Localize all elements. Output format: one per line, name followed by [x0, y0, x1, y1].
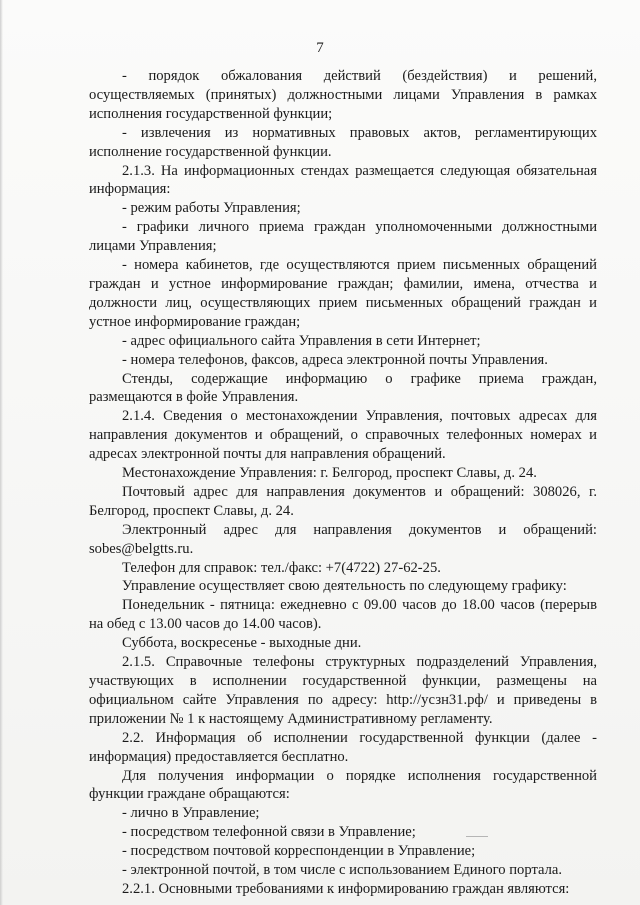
paragraph: Для получения информации о порядке исполнения государственной функции граждане обращаются:: [89, 767, 597, 803]
paragraph: - порядок обжалования действий (бездействия) и решений, осуществляемых (принятых) должностными лицами Управления в рамках исполнения государственной функции;: [89, 68, 597, 122]
paragraph: Понедельник - пятница: ежедневно с 09.00 часов до 18.00 часов (перерыв на обед с 13.00 часов до 14.00 часов).: [89, 597, 597, 633]
paragraph: Управление осуществляет свою деятельность по следующему графику:: [122, 578, 567, 595]
paragraph: Суббота, воскресенье - выходные дни.: [122, 635, 362, 652]
paragraph: - номера кабинетов, где осуществляются прием письменных обращений граждан и устное информирование граждан; фамилии, имена, отчества и должности лиц, осуществляющих прием письменных обращений граждан и устное информирование граждан;: [89, 257, 597, 330]
paragraph: - лично в Управление;: [122, 805, 260, 822]
paragraph: - посредством почтовой корреспонденции в Управление;: [122, 843, 476, 860]
paragraph: 2.1.5. Справочные телефоны структурных подразделений Управления, участвующих в исполнении государственной функции, размещены на официальном сайте Управления по адресу: http://усзн31.рф/ и приведены в приложении № 1 к настоящему Административному регламенту.: [89, 654, 597, 727]
paragraph: 2.1.3. На информационных стендах размещается следующая обязательная информация:: [89, 162, 597, 198]
page-number: 7: [316, 40, 324, 56]
paragraph: 2.2. Информация об исполнении государственной функции (далее - информация) предоставляется бесплатно.: [89, 729, 597, 765]
document-body: [89, 67, 597, 899]
paragraph: - номера телефонов, факсов, адреса электронной почты Управления.: [122, 351, 548, 368]
paragraph: - посредством телефонной связи в Управление;: [122, 824, 416, 841]
paragraph: Стенды, содержащие информацию о графике приема граждан, размещаются в фойе Управления.: [89, 370, 597, 406]
paragraph: - извлечения из нормативных правовых актов, регламентирующих исполнение государственной функции.: [89, 124, 597, 160]
page-edge-shadow: [0, 0, 3, 905]
paragraph: Почтовый адрес для направления документов и обращений: 308026, г. Белгород, проспект Славы, д. 24.: [89, 483, 597, 519]
paragraph: 2.1.4. Сведения о местонахождении Управления, почтовых адресах для направления документов и обращений, о справочных телефонных номерах и адресах электронной почты для направления обращений.: [89, 408, 597, 463]
paragraph: - графики личного приема граждан уполномоченными должностными лицами Управления;: [89, 219, 597, 255]
paragraph: Телефон для справок: тел./факс: +7(4722) 27-62-25.: [122, 559, 441, 576]
paragraph: - режим работы Управления;: [122, 200, 301, 217]
paragraph: 2.2.1. Основными требованиями к информированию граждан являются:: [122, 880, 570, 897]
paragraph: - электронной почтой, в том числе с использованием Единого портала.: [122, 862, 563, 879]
scan-artifact-line: [466, 836, 488, 837]
paragraph: Электронный адрес для направления документов и обращений: sobes@belgtts.ru.: [89, 521, 597, 557]
paragraph: Местонахождение Управления: г. Белгород, проспект Славы, д. 24.: [122, 465, 537, 482]
paragraph: - адрес официального сайта Управления в сети Интернет;: [122, 332, 481, 349]
